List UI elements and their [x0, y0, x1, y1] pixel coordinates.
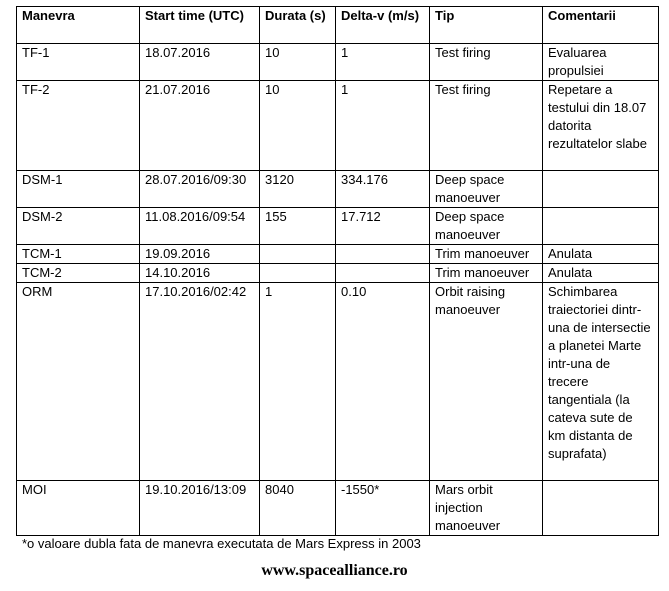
cell-durata: [260, 264, 336, 283]
table-row: [17, 481, 659, 536]
cell-delta-v: [336, 264, 430, 283]
cell-comentarii: Anulata: [543, 264, 659, 283]
cell-start-time: 17.10.2016/02:42: [140, 283, 260, 481]
cell-start-time: 19.10.2016/13:09: [140, 481, 260, 536]
cell-comentarii: Evaluarea propulsiei: [543, 44, 659, 81]
cell-delta-v: 334.176: [336, 171, 430, 208]
cell-manevra: DSM-2: [17, 208, 140, 245]
cell-delta-v: 1: [336, 44, 430, 81]
cell-durata: 3120: [260, 171, 336, 208]
header-durata: Durata (s): [260, 7, 336, 44]
cell-delta-v: 17.712: [336, 208, 430, 245]
cell-delta-v: [336, 245, 430, 264]
cell-delta-v: 1: [336, 81, 430, 171]
cell-tip: Orbit raising manoeuver: [430, 283, 543, 481]
cell-manevra: TCM-2: [17, 264, 140, 283]
cell-tip: Deep space manoeuver: [430, 171, 543, 208]
cell-delta-v: -1550*: [336, 481, 430, 536]
cell-manevra: ORM: [17, 283, 140, 481]
cell-start-time: 14.10.2016: [140, 264, 260, 283]
cell-comentarii: Schimbarea traiectoriei dintr-una de intersectie a planetei Marte intr-una de trecere tangentiala (la cateva sute de km distanta de suprafata): [543, 283, 659, 481]
cell-tip: Test firing: [430, 44, 543, 81]
table-row: [17, 81, 659, 171]
table-row: [17, 264, 659, 283]
cell-manevra: TF-1: [17, 44, 140, 81]
table-row: [17, 283, 659, 481]
header-comentarii: Comentarii: [543, 7, 659, 44]
cell-durata: 1: [260, 283, 336, 481]
cell-manevra: DSM-1: [17, 171, 140, 208]
cell-manevra: TF-2: [17, 81, 140, 171]
website-caption: www.spacealliance.ro: [261, 562, 408, 579]
table-row: [17, 245, 659, 264]
cell-durata: [260, 245, 336, 264]
cell-tip: Mars orbit injection manoeuver: [430, 481, 543, 536]
cell-durata: 8040: [260, 481, 336, 536]
cell-manevra: TCM-1: [17, 245, 140, 264]
maneuver-table: [16, 6, 659, 536]
cell-comentarii: [543, 171, 659, 208]
header-start-time: Start time (UTC): [140, 7, 260, 44]
header-manevra: Manevra: [17, 7, 140, 44]
header-delta-v: Delta-v (m/s): [336, 7, 430, 44]
cell-comentarii: Repetare a testului din 18.07 datorita rezultatelor slabe: [543, 81, 659, 171]
header-row: [17, 7, 659, 44]
cell-tip: Trim manoeuver: [430, 245, 543, 264]
cell-start-time: 11.08.2016/09:54: [140, 208, 260, 245]
cell-start-time: 18.07.2016: [140, 44, 260, 81]
cell-comentarii: Anulata: [543, 245, 659, 264]
cell-start-time: 28.07.2016/09:30: [140, 171, 260, 208]
table-row: [17, 44, 659, 81]
cell-tip: Test firing: [430, 81, 543, 171]
cell-tip: Trim manoeuver: [430, 264, 543, 283]
cell-durata: 10: [260, 44, 336, 81]
cell-durata: 10: [260, 81, 336, 171]
cell-start-time: 21.07.2016: [140, 81, 260, 171]
table-row: [17, 171, 659, 208]
cell-manevra: MOI: [17, 481, 140, 536]
table-row: [17, 208, 659, 245]
cell-comentarii: [543, 481, 659, 536]
header-tip: Tip: [430, 7, 543, 44]
cell-start-time: 19.09.2016: [140, 245, 260, 264]
cell-delta-v: 0.10: [336, 283, 430, 481]
cell-comentarii: [543, 208, 659, 245]
cell-tip: Deep space manoeuver: [430, 208, 543, 245]
footnote: *o valoare dubla fata de manevra executata de Mars Express in 2003: [22, 536, 421, 551]
cell-durata: 155: [260, 208, 336, 245]
